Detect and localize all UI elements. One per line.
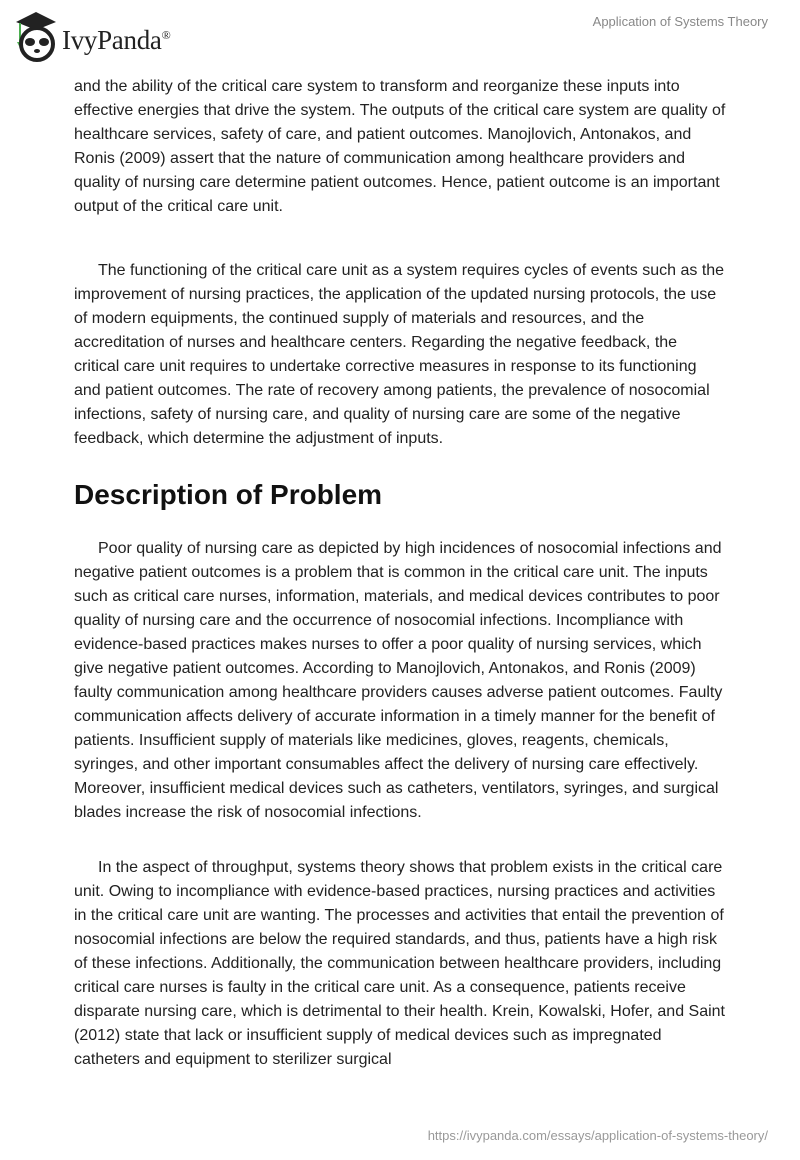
paragraph: The functioning of the critical care unit as a system requires cycles of events such as the improvement of nursing practices, the application of the updated nursing protocols, the use of modern equipments, the continued supply of materials and resources, and the accreditation of nurses and healthcare centers. Regarding the negative feedback, the critical care unit requires to undertake corrective measures in response to its functioning and patient outcomes. The rate of recovery among patients, the prevalence of nosocomial infections, safety of nursing care, and quality of nursing care are some of the negative feedback, which determine the adjustment of inputs. [74, 262, 725, 447]
paragraph: and the ability of the critical care system to transform and reorganize these inputs into effective energies that drive the system. The outputs of the critical care system are quality of healthcare services, safety of care, and patient outcomes. Manojlovich, Antonakos, and Ronis (2009) assert that the nature of communication among healthcare providers and quality of nursing care determine patient outcomes. Hence, patient outcome is an important output of the critical care unit. [74, 78, 726, 215]
section-heading: Description of Problem [74, 479, 383, 510]
paragraph: In the aspect of throughput, systems theory shows that problem exists in the critical care unit. Owing to incompliance with evidence-based practices, nursing practices and activities in the critical care unit are wanting. The processes and activities that entail the prevention of nosocomial infections are below the required standards, and thus, patients have a high risk of these infections. Additionally, the communication between healthcare providers, including critical care nurses is faulty in the critical care unit. As a consequence, patients receive disparate nursing care, which is detrimental to their health. Krein, Kowalski, Hofer, and Saint (2012) state that lack or insufficient supply of medical devices such as impregnated catheters and equipment to sterilizer surgical [74, 859, 725, 1068]
source-url[interactable]: https://ivypanda.com/essays/application-of-systems-theory/ [427, 1128, 768, 1143]
brand-name: IvyPanda [62, 24, 162, 55]
panda-graduate-icon [12, 8, 56, 64]
registered-mark: ® [161, 27, 171, 42]
essay-content [74, 75, 726, 1072]
paragraph: Poor quality of nursing care as depicted by high incidences of nosocomial infections and negative patient outcomes is a problem that is common in the critical care unit. The inputs such as critical care nurses, information, materials, and medical devices contributes to poor quality of nursing care and the occurrence of nosocomial infections. Incompliance with evidence-based practices makes nurses to offer a poor quality of nursing services, which give negative patient outcomes. According to Manojlovich, Antonakos, and Ronis (2009) faulty communication among healthcare providers causes adverse patient outcomes. Faulty communication affects delivery of accurate information in a timely manner for the benefit of patients. Insufficient supply of materials like medicines, gloves, reagents, chemicals, syringes, and other important consumables affect the delivery of nursing care effectively. Moreover, insufficient medical devices such as catheters, ventilators, syringes, and surgical blades increase the risk of nosocomial infections. [74, 540, 723, 821]
ivypanda-logo[interactable] [12, 8, 170, 64]
document-title: Application of Systems Theory [592, 14, 768, 29]
